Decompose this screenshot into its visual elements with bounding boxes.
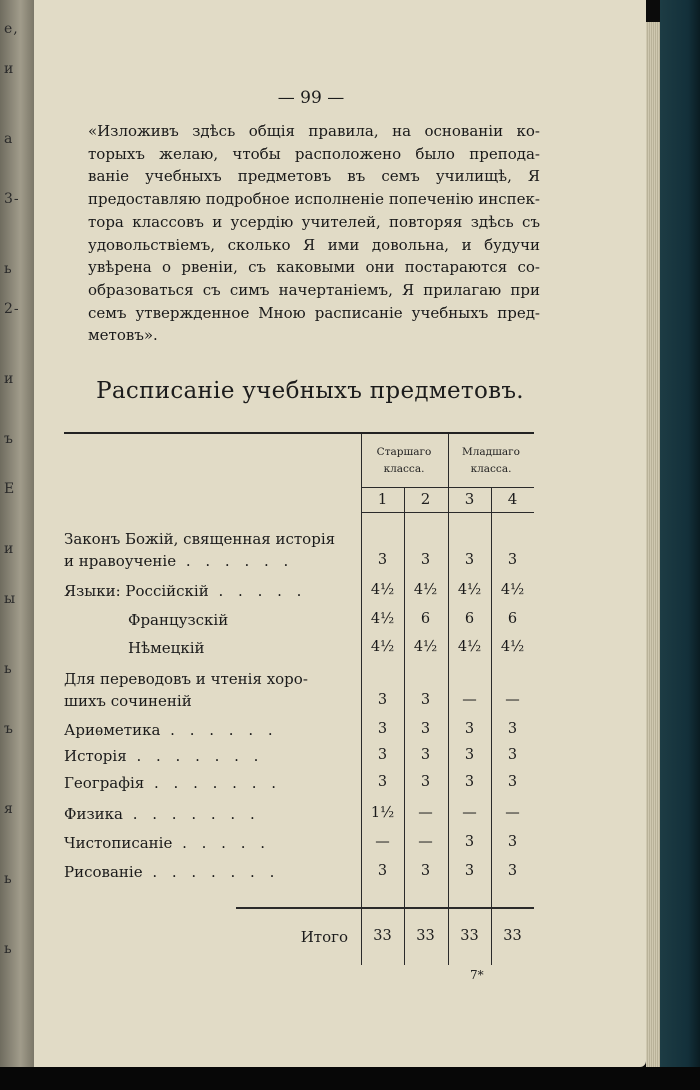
left-page-fragment: 3- — [4, 191, 20, 207]
table-cell: 4½ — [370, 611, 395, 627]
row-label-text: Языки: Россiйскiй — [64, 582, 209, 600]
column-number: 4 — [507, 490, 518, 508]
table-cell: — — [418, 805, 433, 821]
left-page-fragment: ы — [4, 591, 17, 607]
leader-dots: . . . . . . . — [144, 774, 282, 792]
row-label — [64, 668, 360, 712]
intro-line: образоваться съ симъ начертанiемъ, Я прилагаю при — [88, 280, 540, 299]
intro-line: «Изложивъ здѣсь общiя правила, на основанiи ко- — [88, 122, 540, 140]
row-label — [64, 803, 360, 825]
left-page-fragment: ь — [4, 261, 13, 277]
group-header-line1: Младшаго — [462, 446, 520, 458]
table-cell: 3 — [420, 863, 431, 879]
column-group-header — [448, 444, 534, 478]
intro-line: метовъ». — [88, 326, 158, 345]
leader-dots: . . . . . . — [176, 552, 294, 570]
intro-line: тора классовъ и усердiю учителей, повторяя здѣсь съ — [88, 212, 540, 231]
total-label: Итого — [300, 928, 348, 946]
row-label-text: Географiя — [64, 774, 145, 792]
intro-line: ванiе учебныхъ предметовъ въ семъ училищѣ, Я — [88, 167, 540, 186]
total-cell: 33 — [373, 928, 392, 944]
table-cell: 3 — [420, 721, 431, 737]
left-page-fragment: ъ — [4, 431, 14, 447]
left-page-fragment: ь — [4, 661, 13, 677]
column-group-header — [361, 444, 447, 478]
total-cell: 33 — [503, 928, 522, 944]
header-separator — [361, 487, 534, 488]
page-number: — 99 — — [277, 88, 345, 108]
row-label — [64, 745, 360, 767]
intro-line: предоставляю подробное исполненiе попеченiю инспек- — [88, 190, 540, 209]
table-cell: 3 — [507, 747, 518, 763]
table-cell: 4½ — [500, 639, 525, 655]
row-label-line — [64, 528, 360, 550]
signature-mark: 7* — [470, 968, 484, 982]
row-label — [128, 637, 360, 659]
intro-line: удовольствiемъ, сколько Я ими довольна, и будучи — [88, 235, 540, 254]
table-cell: — — [462, 692, 477, 708]
table-cell: 3 — [464, 834, 475, 850]
table-cell: 3 — [464, 552, 475, 568]
leader-dots: . . . . . — [172, 834, 271, 852]
column-number: 2 — [420, 490, 431, 508]
row-label-text: Французскiй — [128, 611, 229, 629]
left-page-fragment: Е — [4, 481, 16, 497]
total-cell: 33 — [416, 928, 435, 944]
intro-line: семъ утвержденное Мною расписанiе учебныхъ пред- — [88, 303, 540, 322]
row-label — [64, 719, 360, 741]
row-label-text: Ариѳметика — [64, 721, 161, 739]
table-cell: 3 — [507, 721, 518, 737]
bottom-shadow — [0, 1067, 700, 1090]
left-page-fragment: 2- — [4, 301, 20, 317]
row-label-text: Нѣмецкiй — [128, 639, 205, 657]
table-cell: 4½ — [457, 582, 482, 598]
table-cell: 3 — [464, 747, 475, 763]
table-title: Расписанiе учебныхъ предметовъ. — [96, 378, 524, 404]
row-label-text: шихъ сочиненiй — [64, 692, 192, 710]
leader-dots: . . . . . — [208, 582, 307, 600]
table-cell: 4½ — [457, 639, 482, 655]
left-page-fragment: я — [4, 801, 14, 817]
row-label-text: Чистописанiе — [64, 834, 173, 852]
table-cell: 4½ — [370, 582, 395, 598]
table-cell: 3 — [507, 552, 518, 568]
leader-dots: . . . . . . . — [122, 805, 260, 823]
column-number: 1 — [377, 490, 388, 508]
table-cell: 6 — [507, 611, 518, 627]
intro-paragraph — [88, 120, 540, 347]
table-cell: 1½ — [370, 805, 395, 821]
row-label-line — [64, 861, 360, 883]
row-label-line — [64, 832, 360, 854]
table-cell: — — [462, 805, 477, 821]
table-cell: 4½ — [370, 639, 395, 655]
table-cell: 3 — [420, 774, 431, 790]
total-cell: 33 — [460, 928, 479, 944]
table-cell: 3 — [377, 747, 388, 763]
left-page-fragment: ь — [4, 941, 13, 957]
page-block-edge — [646, 22, 660, 1068]
table-cell: 3 — [420, 552, 431, 568]
leader-dots: . . . . . . . — [142, 863, 280, 881]
row-label-text: Исторiя — [64, 747, 127, 765]
table-cell: 3 — [464, 721, 475, 737]
intro-line: увѣрена о рвенiи, съ каковыми они постараются со- — [88, 258, 540, 277]
group-header-line2: класса. — [470, 463, 512, 475]
column-number: 3 — [464, 490, 475, 508]
row-label-line — [64, 550, 360, 572]
header-separator — [361, 512, 534, 513]
row-label-line — [64, 745, 360, 767]
row-label-line — [64, 580, 360, 602]
table-cell: 3 — [507, 863, 518, 879]
row-label-text: Законъ Божiй, священная исторiя — [64, 530, 336, 548]
left-page-fragment: е, — [4, 21, 19, 37]
left-page-fragment: ъ — [4, 721, 14, 737]
table-cell: 3 — [377, 692, 388, 708]
row-label-text: и нравоученiе — [64, 552, 177, 570]
total-rule — [236, 907, 534, 909]
table-cell: 3 — [377, 721, 388, 737]
row-label — [128, 609, 360, 631]
table-cell: 3 — [464, 863, 475, 879]
table-cell: — — [505, 692, 520, 708]
row-label — [64, 528, 360, 572]
row-label — [64, 832, 360, 854]
table-cell: 3 — [420, 747, 431, 763]
table-cell: 4½ — [413, 582, 438, 598]
row-label-text: Рисованiе — [64, 863, 143, 881]
adjacent-left-page — [0, 0, 34, 1090]
row-label-line — [128, 637, 360, 659]
left-page-fragment: и — [4, 61, 15, 77]
table-cell: 4½ — [413, 639, 438, 655]
table-cell: — — [375, 834, 390, 850]
table-top-rule — [64, 432, 534, 434]
row-label-line — [64, 803, 360, 825]
table-cell: 3 — [377, 863, 388, 879]
left-page-fragment: а — [4, 131, 14, 147]
table-cell: 4½ — [500, 582, 525, 598]
row-label — [64, 580, 360, 602]
table-cell: — — [505, 805, 520, 821]
table-cell: 3 — [420, 692, 431, 708]
row-label-text: Для переводовъ и чтенiя хоро- — [64, 670, 308, 688]
row-label-line — [64, 772, 360, 794]
table-cell: — — [418, 834, 433, 850]
left-page-fragment: и — [4, 371, 15, 387]
row-label-line — [128, 609, 360, 631]
row-label-line — [64, 719, 360, 741]
row-label-text: Физика — [64, 805, 123, 823]
table-cell: 6 — [464, 611, 475, 627]
table-cell: 3 — [507, 774, 518, 790]
table-cell: 3 — [377, 552, 388, 568]
table-cell: 3 — [377, 774, 388, 790]
group-header-line2: класса. — [383, 463, 425, 475]
leader-dots: . . . . . . . — [126, 747, 264, 765]
table-cell: 3 — [464, 774, 475, 790]
book-cover — [660, 0, 700, 1090]
group-header-line1: Старшаго — [376, 446, 432, 458]
row-label-line — [64, 668, 360, 690]
leader-dots: . . . . . . — [160, 721, 278, 739]
table-cell: 3 — [507, 834, 518, 850]
row-label — [64, 861, 360, 883]
left-page-fragment: и — [4, 541, 15, 557]
row-label — [64, 772, 360, 794]
table-cell: 6 — [420, 611, 431, 627]
intro-line: торыхъ желаю, чтобы расположено было препода- — [88, 144, 540, 163]
row-label-line — [64, 690, 360, 712]
left-page-fragment: ь — [4, 871, 13, 887]
